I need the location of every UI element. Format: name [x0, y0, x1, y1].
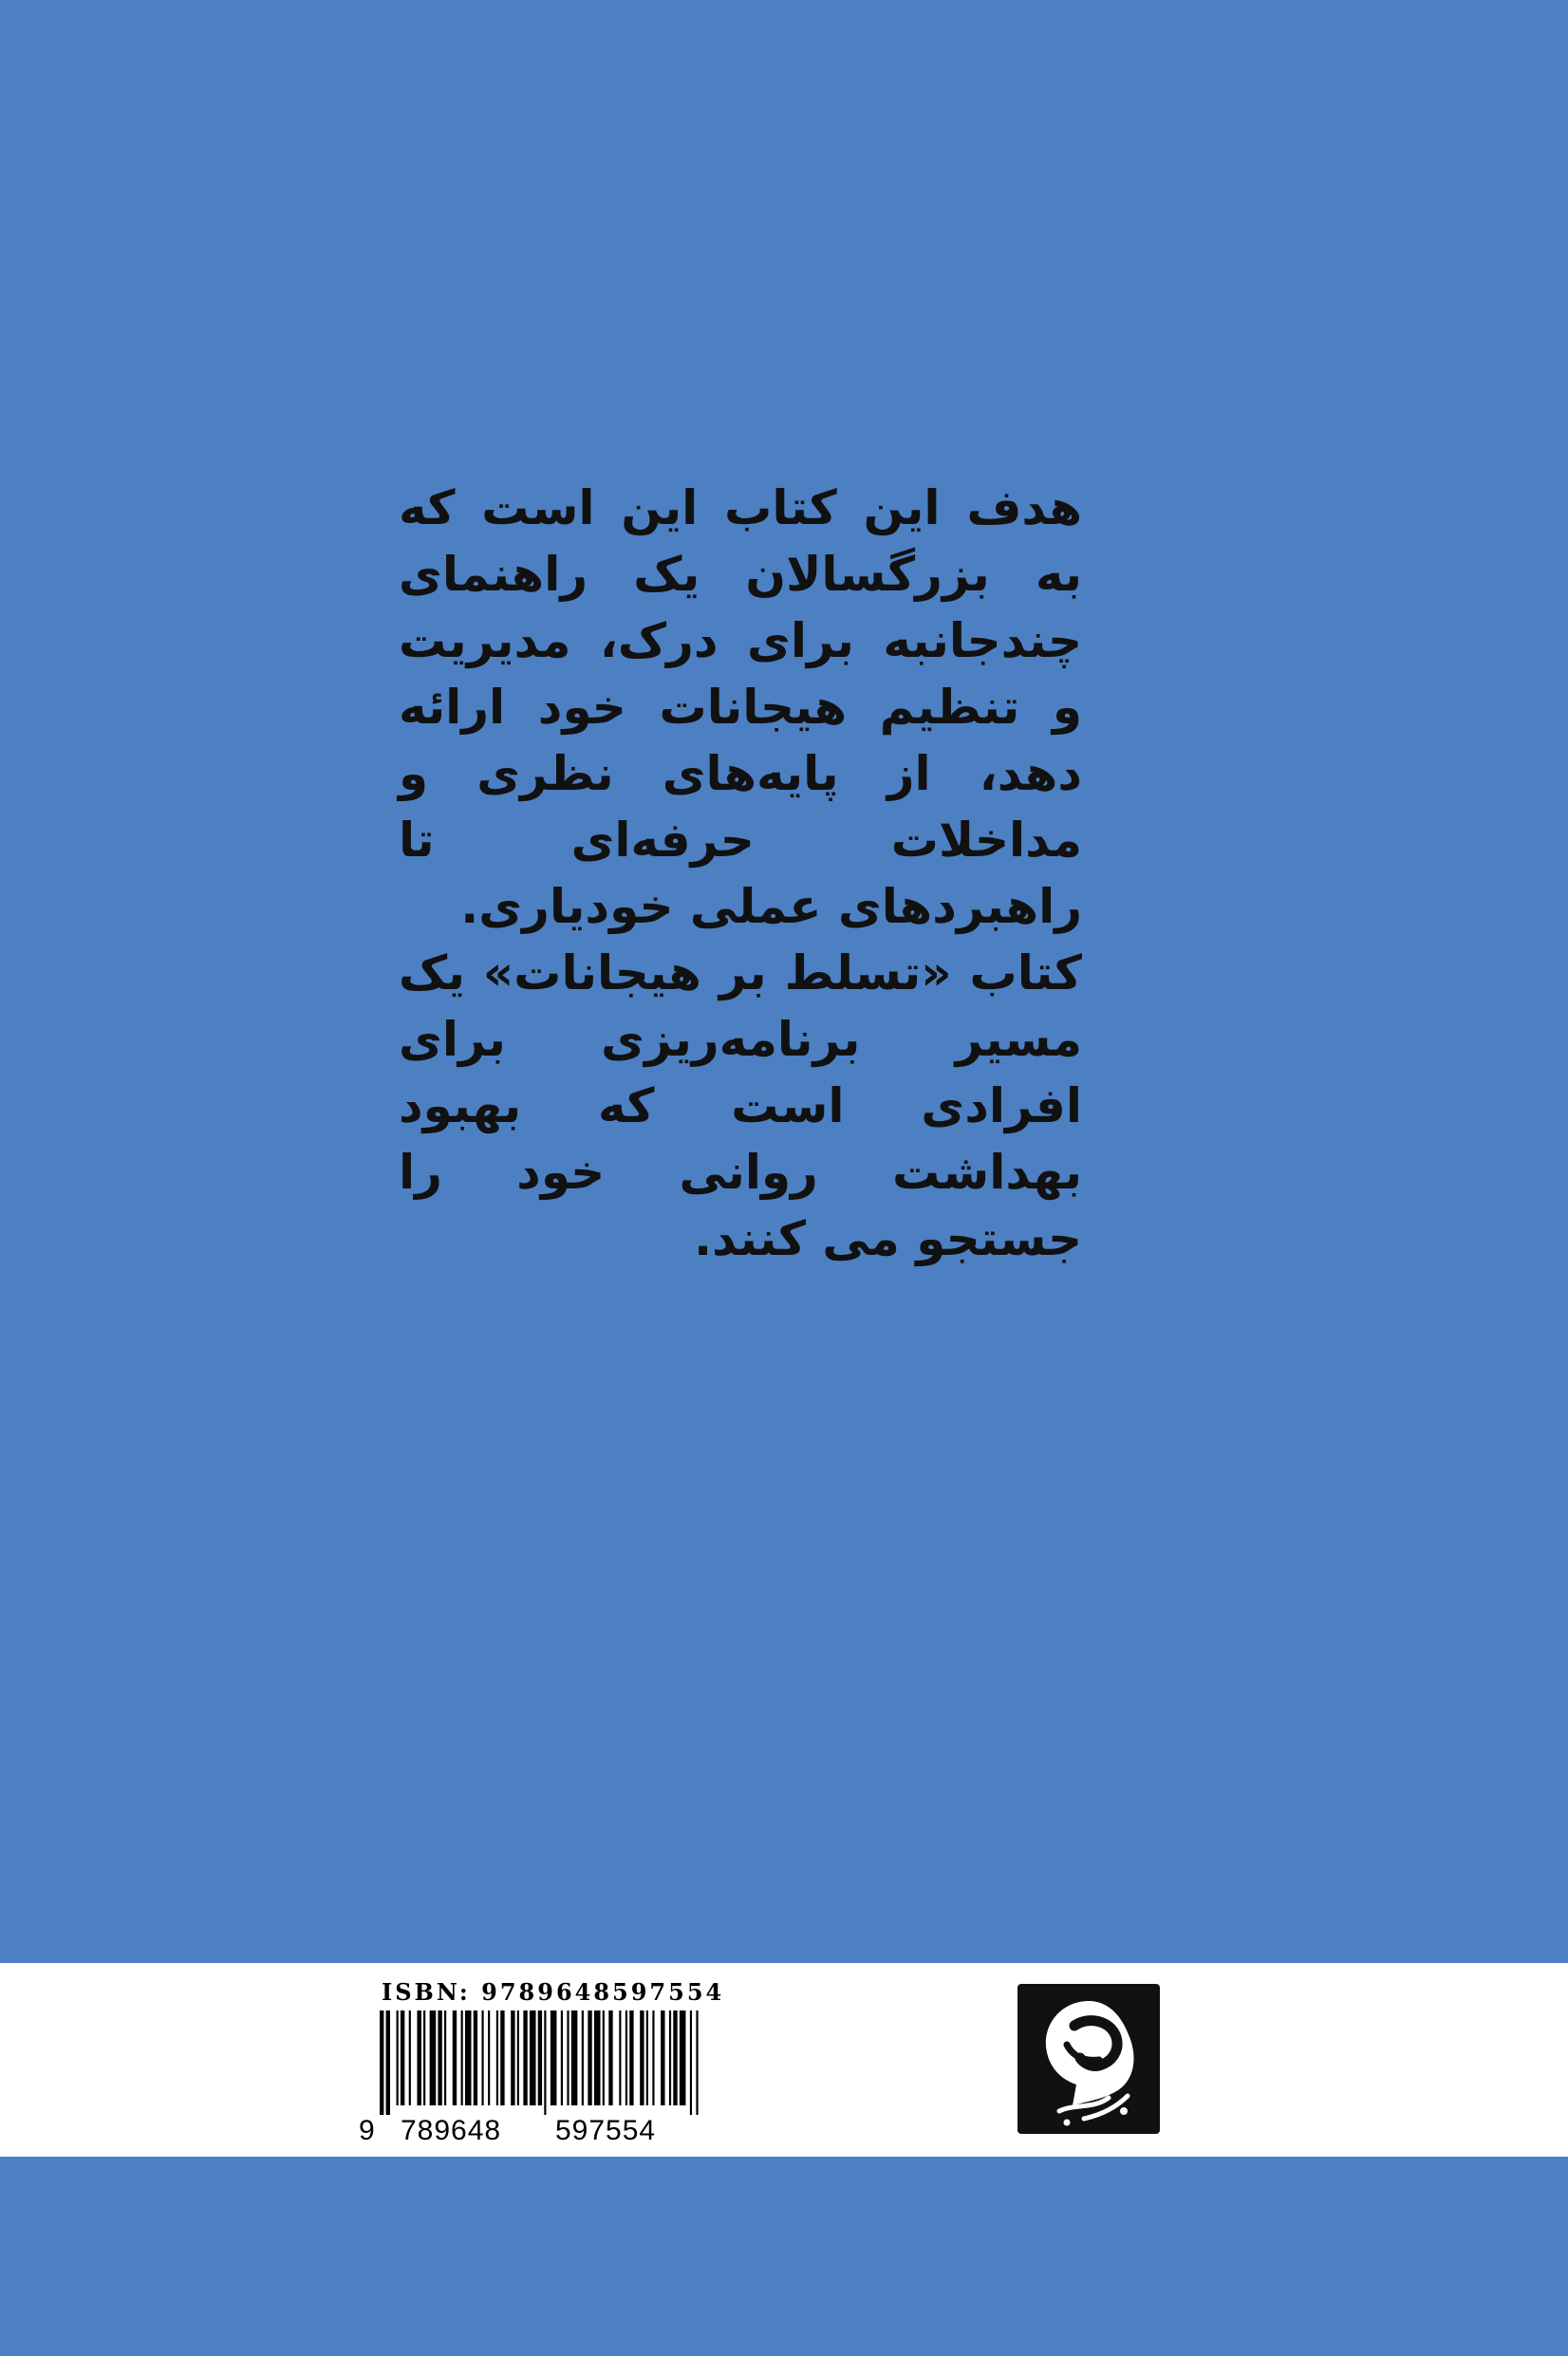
barcode-bar: [496, 2010, 498, 2105]
barcode-bar: [619, 2010, 621, 2105]
barcode-bar: [438, 2010, 441, 2105]
bottom-white-strip: [0, 1963, 1568, 2157]
isbn-barcode: [351, 1973, 731, 2148]
barcode-bar: [401, 2010, 404, 2105]
barcode-bar: [430, 2010, 437, 2105]
barcode-bar: [673, 2010, 677, 2105]
barcode-bar: [380, 2010, 383, 2115]
barcode-bar: [661, 2010, 664, 2105]
barcode-bar: [690, 2010, 692, 2115]
barcode-bar: [523, 2010, 527, 2105]
publisher-logo: [1017, 1984, 1160, 2134]
publisher-emblem-icon: [1017, 1984, 1160, 2134]
barcode-bar: [582, 2010, 584, 2105]
barcode-bar: [488, 2010, 490, 2105]
barcode-bar: [386, 2010, 390, 2115]
barcode-bar: [561, 2010, 563, 2105]
barcode-bar: [453, 2010, 457, 2105]
barcode-bars: [380, 2010, 702, 2115]
barcode-bar: [461, 2010, 463, 2105]
blurb-paragraph-1: هدف این کتاب این است که به بزرگسالان یک راهنمای چندجانبه برای درک، مدیریت و تنظیم هیجانات خود ارائه دهد، از پایه‌های نظری و مداخلات حرفه‌ای تا راهبردهای عملی خودیاری.: [399, 480, 1082, 934]
barcode-bar: [588, 2010, 591, 2105]
barcode-bar: [669, 2010, 671, 2105]
barcode-bar: [652, 2010, 654, 2105]
barcode-bar: [444, 2010, 446, 2105]
barcode-bar: [571, 2010, 578, 2105]
barcode-bar: [594, 2010, 601, 2105]
barcode-bar: [538, 2010, 542, 2105]
barcode-bar: [397, 2010, 399, 2105]
barcode-bar: [625, 2010, 627, 2105]
barcode-bar: [640, 2010, 644, 2105]
barcode-bar: [481, 2010, 483, 2105]
barcode-bar: [608, 2010, 612, 2105]
barcode-bar: [474, 2010, 477, 2105]
barcode-bar: [417, 2010, 420, 2105]
barcode-bar: [551, 2010, 557, 2105]
barcode-bar: [544, 2010, 546, 2115]
barcode-digits-left: 789648: [401, 2115, 502, 2146]
blurb-paragraph-2: کتاب «تسلط بر هیجانات» یک مسیر برنامه‌ریزی برای افرادی است که بهبود بهداشت روانی خود را جستجو می کنند.: [399, 945, 1082, 1266]
isbn-label: ISBN: 9789648597554: [382, 1978, 725, 2006]
barcode-bar: [465, 2010, 472, 2105]
barcode-bar: [646, 2010, 648, 2105]
barcode-bar: [511, 2010, 514, 2105]
barcode-bar: [530, 2010, 536, 2105]
barcode-bar: [500, 2010, 504, 2105]
barcode-bar: [603, 2010, 605, 2105]
barcode-digits-right: 597554: [555, 2115, 657, 2146]
barcode-bar: [629, 2010, 633, 2105]
barcode-bar: [696, 2010, 698, 2115]
barcode-bar: [517, 2010, 519, 2105]
barcode-bar: [423, 2010, 425, 2105]
barcode-bar: [680, 2010, 686, 2105]
barcode-bar: [567, 2010, 569, 2105]
barcode-bar: [409, 2010, 411, 2105]
back-cover-blurb: [399, 475, 1082, 1272]
barcode-digit-lead: 9: [359, 2115, 375, 2146]
